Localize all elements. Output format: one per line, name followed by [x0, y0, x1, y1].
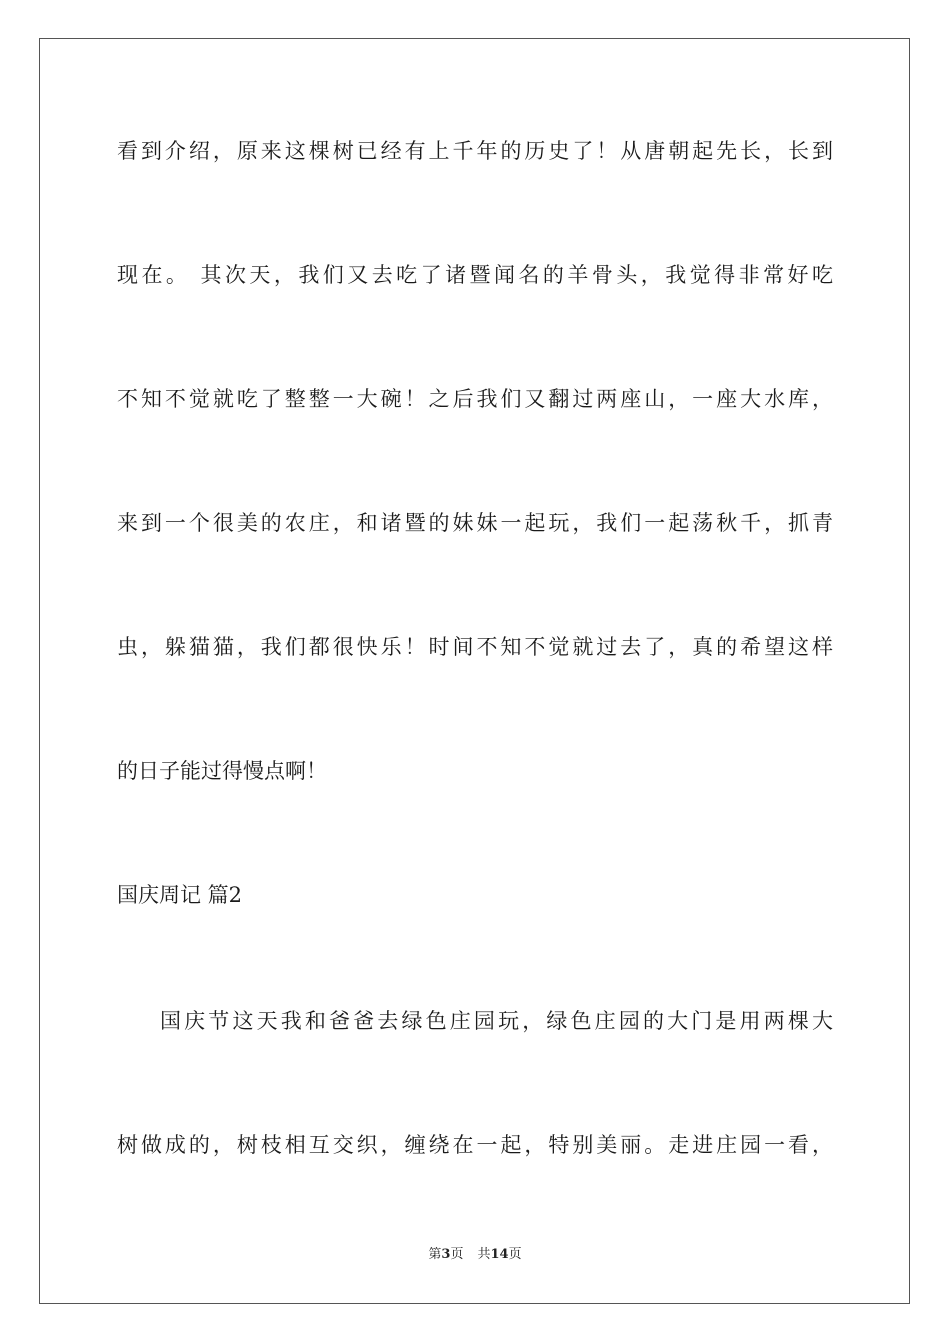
text-line-3: 不知不觉就吃了整整一大碗！之后我们又翻过两座山，一座大水库， — [117, 387, 833, 411]
footer-total-prefix: 共 — [477, 1247, 491, 1262]
page-footer — [0, 1246, 950, 1264]
section-heading: 国庆周记 篇2 — [117, 883, 243, 907]
page-frame — [39, 38, 910, 1304]
text-line-4: 来到一个很美的农庄，和诸暨的妹妹一起玩，我们一起荡秋千，抓青 — [117, 511, 833, 535]
text-line-1: 看到介绍，原来这棵树已经有上千年的历史了！从唐朝起先长，长到 — [117, 139, 833, 163]
text-line-7: 国庆节这天我和爸爸去绿色庄园玩，绿色庄园的大门是用两棵大 — [160, 1009, 833, 1033]
text-line-5: 虫，躲猫猫，我们都很快乐！时间不知不觉就过去了，真的希望这样 — [117, 635, 833, 659]
footer-page-number: 3 — [441, 1247, 451, 1262]
footer-page-suffix: 页 — [450, 1247, 464, 1262]
footer-total-pages: 14 — [490, 1247, 509, 1262]
text-line-6: 的日子能过得慢点啊！ — [117, 759, 327, 783]
footer-total-suffix: 页 — [508, 1247, 522, 1262]
text-line-8: 树做成的，树枝相互交织，缠绕在一起，特别美丽。走进庄园一看， — [117, 1133, 833, 1157]
text-line-2: 现在。 其次天，我们又去吃了诸暨闻名的羊骨头，我觉得非常好吃 — [117, 263, 833, 287]
footer-page-prefix: 第 — [428, 1247, 442, 1262]
